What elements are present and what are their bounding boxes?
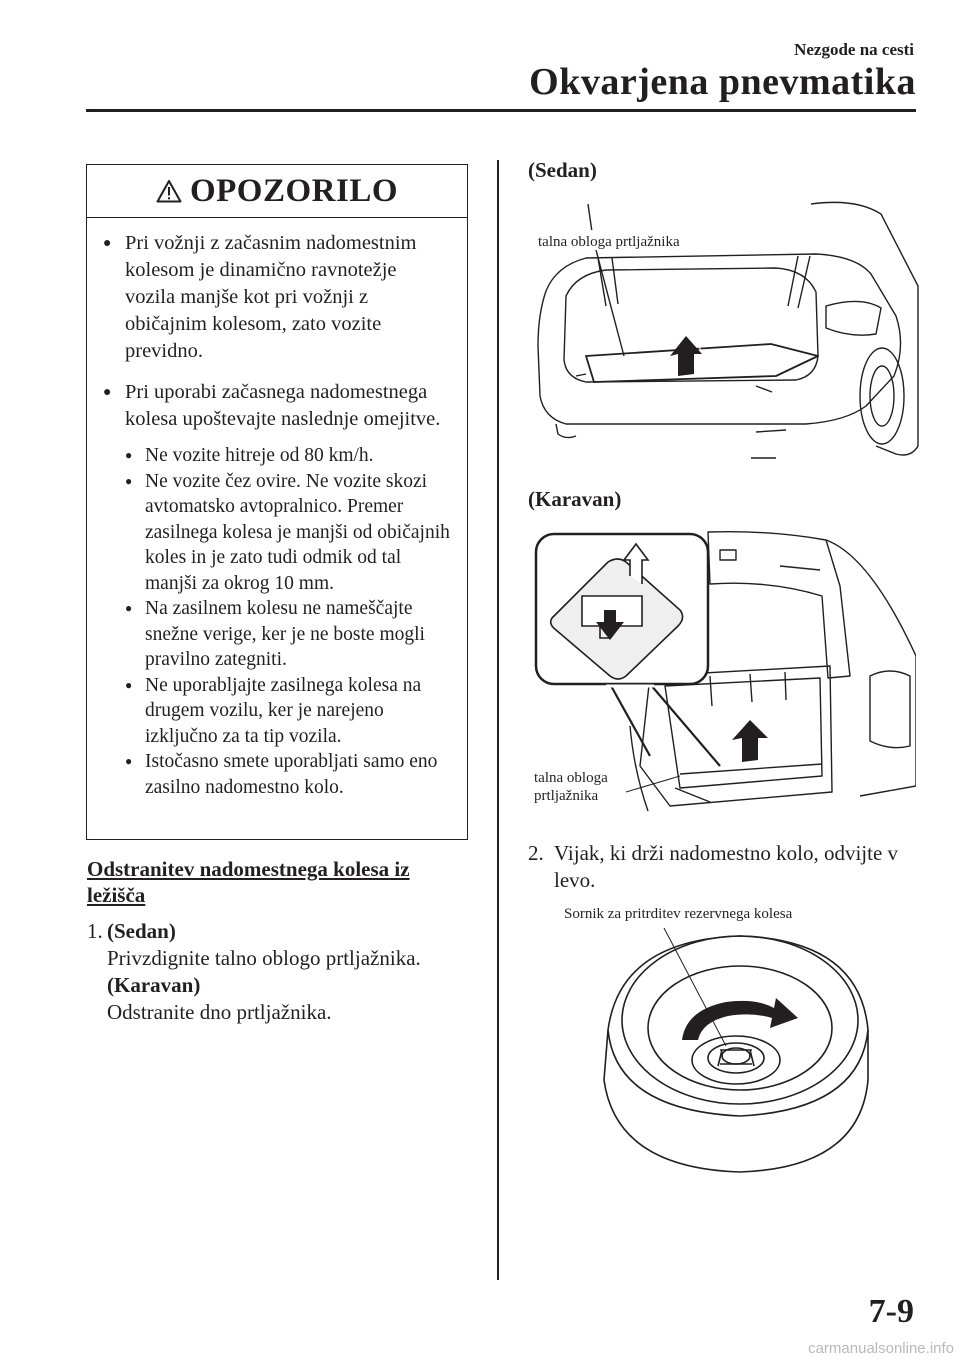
karavan-callout-line1: talna obloga — [534, 770, 608, 786]
spare-wheel-illustration — [560, 900, 900, 1190]
header-rule — [86, 109, 916, 112]
karavan-trunk-illustration — [530, 526, 916, 816]
restriction-item — [125, 673, 451, 750]
warning-body — [87, 218, 467, 800]
bullet-icon: ● — [103, 385, 112, 400]
warning-item — [103, 379, 451, 433]
sedan-label: (Sedan) — [107, 919, 176, 943]
column-divider — [497, 160, 499, 1280]
restriction-item — [125, 443, 451, 469]
restriction-text: Istočasno smete uporabljati samo eno zasilno nadomestno kolo. — [145, 751, 438, 798]
removal-heading: Odstranitev nadomestnega kolesa iz ležišča — [87, 857, 410, 907]
bullet-icon: ● — [125, 754, 133, 768]
wheel-callout: Sornik za pritrditev rezervnega kolesa — [564, 906, 793, 922]
restriction-item — [125, 469, 451, 597]
karavan-callout-line2: prtljažnika — [534, 788, 599, 804]
restriction-text: Ne vozite čez ovire. Ne vozite skozi avtomatsko avtopralnico. Premer zasilnega kolesa je manjši od običajnih koles in je zato tudi odmik od tal manjši za okrog 10 mm. — [145, 470, 450, 594]
bullet-icon: ● — [103, 236, 112, 251]
restriction-text: Ne vozite hitreje od 80 km/h. — [145, 445, 374, 466]
sedan-trunk-illustration — [526, 196, 926, 476]
step-1 — [87, 918, 477, 1026]
warning-box — [86, 164, 468, 840]
step-2 — [528, 840, 928, 894]
warning-header — [87, 165, 467, 218]
warning-triangle-icon — [156, 179, 182, 203]
warning-item-text: Pri uporabi začasnega nadomestnega kolesa upoštevajte naslednje omejitve. — [125, 381, 441, 430]
restrictions-list — [125, 443, 451, 800]
sedan-figure-label: (Sedan) — [528, 158, 597, 182]
karavan-label: (Karavan) — [107, 973, 201, 997]
bullet-icon: ● — [125, 677, 133, 692]
restriction-text: Na zasilnem kolesu ne nameščajte snežne verige, ker je ne boste mogli pravilno zategniti. — [145, 598, 425, 670]
restriction-text: Ne uporabljajte zasilnega kolesa na drugem vozilu, ker je narejeno izključno za ta tip vozila. — [145, 674, 422, 747]
watermark: carmanualsonline.info — [808, 1340, 954, 1357]
karavan-figure-label: (Karavan) — [528, 487, 622, 511]
bullet-icon: ● — [125, 473, 133, 488]
page-number: 7-9 — [868, 1293, 914, 1330]
step-number: 2. — [528, 841, 544, 865]
sedan-callout: talna obloga prtljažnika — [538, 234, 680, 250]
sedan-instruction: Privzdignite talno oblogo prtljažnika. — [107, 946, 421, 970]
bullet-icon: ● — [125, 601, 133, 615]
step-number: 1. — [87, 919, 103, 943]
warning-item — [103, 230, 451, 365]
warning-title: OPOZORILO — [189, 172, 399, 209]
restriction-item — [125, 749, 451, 800]
chapter-title: Okvarjena pnevmatika — [529, 61, 916, 103]
warning-item-text: Pri vožnji z začasnim nadomestnim kolesom je dinamično ravnotežje vozila manjše kot pri vožnji z običajnim kolesom, zato vozite previdno. — [125, 232, 417, 362]
section-title: Nezgode na cesti — [794, 40, 914, 59]
step-2-text: Vijak, ki drži nadomestno kolo, odvijte v levo. — [554, 841, 899, 892]
restriction-item — [125, 596, 451, 673]
karavan-instruction: Odstranite dno prtljažnika. — [107, 1000, 332, 1024]
bullet-icon: ● — [125, 448, 133, 462]
